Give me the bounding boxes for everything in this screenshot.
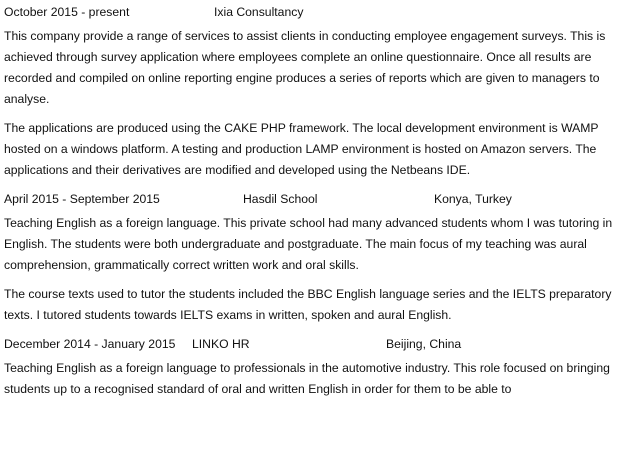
job-header-ixia [4,0,638,18]
job-location: Konya, Turkey [434,192,512,206]
job-description: The applications are produced using the CAKE PHP framework. The local development environment is WAMP hosted on a windows platform. A testing and production LAMP environment is hosted on Amazon servers. The applications and their derivatives are modified and developed using the Netbeans IDE. [4,121,599,177]
job-header-hasdil [4,187,638,205]
job-location: Beijing, China [386,337,462,351]
job-description: This company provide a range of services to assist clients in conducting employee engagement surveys. This is achieved through survey application where employees complete an online questionnaire. Once all results are recorded and compiled on online reporting engine produces a series of reports which are given to managers to analyse. [4,29,606,106]
job-dates: December 2014 - January 2015 [4,337,176,351]
job-header-linko [4,332,638,350]
job-company: Ixia Consultancy [214,5,304,19]
job-company: Hasdil School [243,192,318,206]
cv-document [4,0,638,400]
job-description: The course texts used to tutor the students included the BBC English language series and the IELTS preparatory texts. I tutored students towards IELTS exams in written, spoken and aural English. [4,287,612,322]
job-description: Teaching English as a foreign language to professionals in the automotive industry. This role focused on bringing students up to a recognised standard of oral and written English in order for them to be able to [4,361,610,396]
job-company: LINKO HR [192,337,250,351]
job-dates: April 2015 - September 2015 [4,192,160,206]
job-dates: October 2015 - present [4,5,130,19]
job-description: Teaching English as a foreign language. This private school had many advanced students whom I was tutoring in English. The students were both undergraduate and postgraduate. The main focus of my teaching was aural comprehension, grammatically correct written work and oral skills. [4,216,613,272]
